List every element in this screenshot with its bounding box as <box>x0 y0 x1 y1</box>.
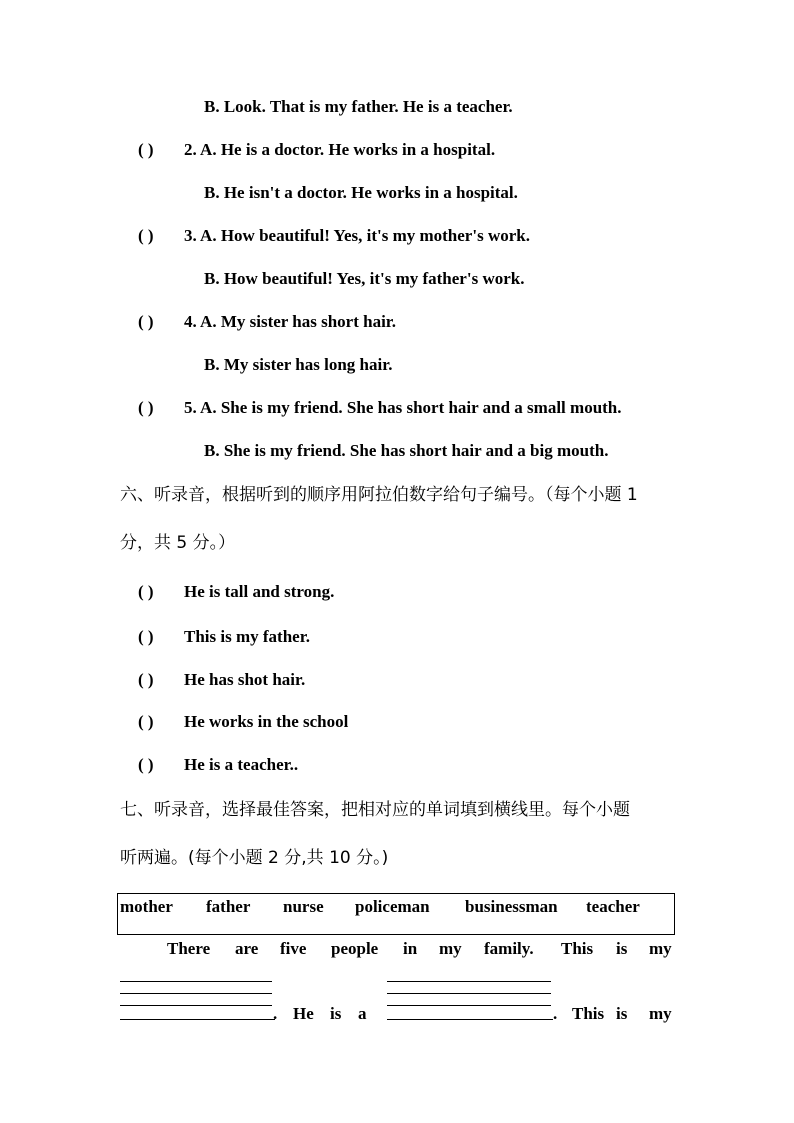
word-option: father <box>206 897 251 916</box>
passage-word: people <box>331 939 379 958</box>
q2-option-b: B. He isn't a doctor. He works in a hospital. <box>204 183 518 202</box>
answer-line[interactable] <box>387 981 551 982</box>
passage-word: my <box>439 939 462 958</box>
answer-blank[interactable]: ( ) <box>138 670 154 689</box>
section6-item <box>138 711 348 733</box>
passage-word: . <box>553 1004 558 1023</box>
q4-option-a: 4. A. My sister has short hair. <box>184 312 397 331</box>
q3-option-b: B. How beautiful! Yes, it's my father's work. <box>204 269 525 288</box>
answer-line[interactable] <box>120 1005 272 1006</box>
answer-blank[interactable]: ( ) <box>138 398 154 417</box>
word-bank <box>117 893 675 935</box>
passage-word: in <box>403 939 418 958</box>
passage-word: family. <box>484 939 534 958</box>
q5-row <box>138 397 622 419</box>
passage-word: . <box>273 1004 278 1023</box>
section6-item <box>138 581 334 603</box>
passage-word: is <box>330 1004 342 1023</box>
q2-row <box>138 139 495 161</box>
sentence-text: He works in the school <box>184 712 349 731</box>
answer-blank[interactable]: ( ) <box>138 627 154 646</box>
passage-word: There <box>167 939 211 958</box>
answer-line[interactable] <box>387 1005 551 1006</box>
answer-line[interactable] <box>120 993 272 994</box>
answer-line[interactable] <box>387 993 551 994</box>
section6-title-cont: 分，共 5 分。） <box>120 533 236 553</box>
q4-option-b: B. My sister has long hair. <box>204 355 393 374</box>
answer-blank[interactable]: ( ) <box>138 582 154 601</box>
word-option: policeman <box>355 897 430 916</box>
sentence-text: He is a teacher.. <box>184 755 299 774</box>
passage-word: This <box>561 939 594 958</box>
q3-row <box>138 225 530 247</box>
answer-blank[interactable]: ( ) <box>138 226 154 245</box>
answer-line[interactable] <box>120 981 272 982</box>
passage-word: a <box>358 1004 367 1023</box>
sentence-text: This is my father. <box>184 627 310 646</box>
section7-title: 七、听录音，选择最佳答案，把相对应的单词填到横线里。每个小题 <box>120 800 630 820</box>
q4-row <box>138 311 396 333</box>
word-option: mother <box>120 897 173 916</box>
word-option: teacher <box>586 897 640 916</box>
passage-word: are <box>235 939 259 958</box>
answer-blank[interactable]: ( ) <box>138 140 154 159</box>
answer-blank[interactable]: ( ) <box>138 712 154 731</box>
passage-word: my <box>649 939 672 958</box>
q1-option-b: B. Look. That is my father. He is a teacher. <box>204 97 513 116</box>
answer-line[interactable] <box>120 1019 275 1020</box>
answer-line[interactable] <box>387 1019 553 1020</box>
sentence-text: He is tall and strong. <box>184 582 335 601</box>
section7-title-cont: 听两遍。(每个小题 2 分,共 10 分。) <box>120 848 389 868</box>
word-option: nurse <box>283 897 324 916</box>
section6-item <box>138 754 298 776</box>
sentence-text: He has shot hair. <box>184 670 306 689</box>
section6-item <box>138 669 305 691</box>
q5-option-a: 5. A. She is my friend. She has short hair and a small mouth. <box>184 398 622 417</box>
answer-blank[interactable]: ( ) <box>138 755 154 774</box>
q5-option-b: B. She is my friend. She has short hair and a big mouth. <box>204 441 609 460</box>
passage-word: is <box>616 939 628 958</box>
q3-option-a: 3. A. How beautiful! Yes, it's my mother's work. <box>184 226 530 245</box>
word-option: businessman <box>465 897 558 916</box>
passage-word: He <box>293 1004 314 1023</box>
passage-word: five <box>280 939 307 958</box>
q2-option-a: 2. A. He is a doctor. He works in a hospital. <box>184 140 496 159</box>
section6-item <box>138 626 310 648</box>
passage-word: is <box>616 1004 628 1023</box>
passage-word: my <box>649 1004 672 1023</box>
answer-blank[interactable]: ( ) <box>138 312 154 331</box>
passage-word: This <box>572 1004 605 1023</box>
section6-title: 六、听录音，根据听到的顺序用阿拉伯数字给句子编号。（每个小题 1 <box>120 485 638 505</box>
